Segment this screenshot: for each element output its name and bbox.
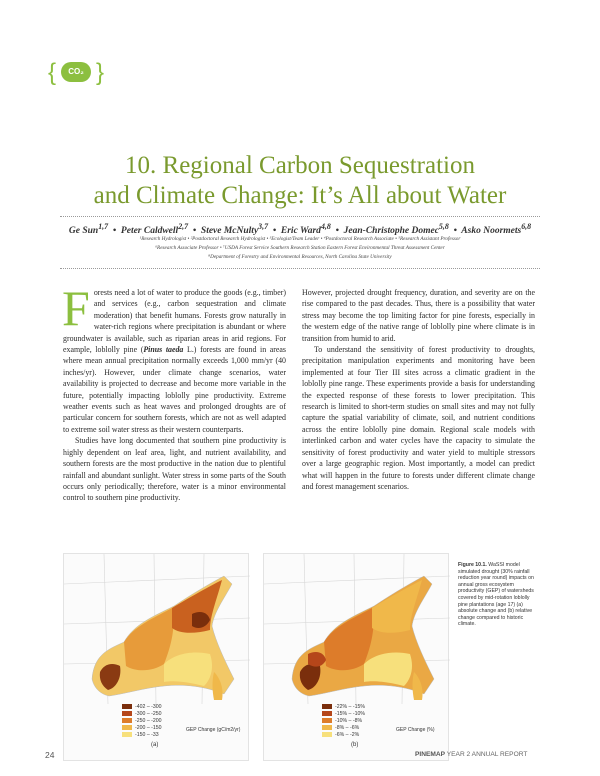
map-legend-b: [322, 704, 365, 739]
legend-entry: -6% – -2%: [322, 732, 365, 739]
figure-caption: Figure 10.1. WaSSI model simulated drought (30% rainfall reduction year round) impacts on annual gross ecosystem productivity (GEP) of watersheds covered by mid-rotation loblolly pine plantations (age 17) (a) absolute change and (b) relative change compared to historic climate.: [458, 562, 534, 628]
body-paragraph: To understand the sensitivity of forest productivity to droughts, precipitation manipulation experiments and monitoring have been implemented at four Tier III sites across a climatic gradient in the loblolly pine range. These experiments provide a basis for understanding the expected response of these forests to lower precipitation. This research is limited to short-term studies on small sites and may not fully capture the spatial variability of climate, soil, and nutrient conditions across the entire loblolly pine domain. Regional scale models with interlinked carbon and water cycles have the capacity to simulate the sensitivity of forest productivity and water yield to multiple stressors over a large geographic region. Most importantly, a model can predict what will happen in the future to forests under different climate change and forest management scenarios.: [302, 345, 535, 491]
panel-label-b: (b): [351, 742, 359, 748]
legend-title-a: GEP Change (gC/m2/yr): [186, 727, 241, 733]
affiliation-line: ¹Research Hydrologist • ²Postdoctoral Research Hydrologist • ³Ecologist/Team Leader • ⁴Postdoctoral Research Associate • ⁵Research Assistant Professor: [139, 236, 461, 242]
co2-badge: [48, 60, 104, 86]
body-column-right: [302, 287, 535, 492]
affiliation-line: ⁶Research Associate Professor • ⁷USDA Forest Service Southern Research Station Eastern Forest Environmental Threat Assessment Center: [155, 245, 445, 251]
report-footer: PINEMAP YEAR 2 ANNUAL REPORT: [415, 751, 528, 758]
legend-entry: -200 – -150: [122, 725, 162, 732]
legend-entry: -10% – -8%: [322, 718, 365, 725]
chapter-title-line-2: and Climate Change: It’s All about Water: [93, 182, 507, 209]
legend-entry: -300 – -250: [122, 711, 162, 718]
drop-cap: F: [62, 280, 90, 336]
author: Ge Sun$^{1,7}$: [68, 222, 109, 237]
author: Jean-Christophe Domec$^{5,8}$: [343, 222, 449, 237]
gep-change-map-a: [63, 553, 249, 761]
body-column-left: [62, 280, 286, 504]
body-paragraph: Forests need a lot of water to produce the goods (e.g., timber) and services (e.g., carbon sequestration and climate moderation) that benefit humans. Forests grow naturally in water-rich regions where precipitation is abundant or where groundwater is available, such as riparian areas in arid regions. For example, loblolly pine (Pinus taeda L.) forests are found in areas where mean annual precipitation normally exceeds 1,000 mm/yr (40 inches/yr). However, under climate change scenarios, water availability is projected to decrease and become more variable in the future, potentially impacting loblolly pine productivity. Extreme weather events such as heat waves and prolonged droughts are of particular concern for southern forests, which are not as well adapted to extreme soil water stress as their western counterparts.: [62, 280, 286, 434]
author: Asko Noormets$^{6,8}$: [461, 222, 532, 237]
legend-entry: -15% – -10%: [322, 711, 365, 718]
legend-entry: -402 – -300: [122, 704, 162, 711]
chapter-title-line-1: 10. Regional Carbon Sequestration: [125, 152, 475, 179]
panel-label-a: (a): [151, 742, 159, 748]
dotted-divider: [60, 268, 540, 269]
page-number: 24: [45, 750, 55, 760]
left-brace-icon: {: [48, 59, 57, 86]
legend-entry: -22% – -15%: [322, 704, 365, 711]
affiliation-line: ⁸Department of Forestry and Environmental Resources, North Carolina State University: [208, 254, 392, 260]
right-brace-icon: }: [95, 59, 104, 86]
author: Peter Caldwell$^{2,7}$: [120, 222, 189, 237]
legend-entry: -250 – -200: [122, 718, 162, 725]
gep-change-map-b: [263, 553, 449, 761]
dotted-divider: [60, 216, 540, 217]
legend-title-b: GEP Change (%): [396, 727, 435, 733]
body-paragraph: However, projected drought frequency, duration, and severity are on the rise compared to the past decades. Thus, there is a possibility that water stress may become the top limiting factor for pine forests, especially in the western edge of the native range of loblolly pine where climate is in transition from humid to arid.: [302, 288, 535, 343]
legend-entry: -150 – -33: [122, 732, 162, 739]
body-paragraph: Studies have long documented that southern pine productivity is highly dependent on leaf area, light, and nutrient availability, and southern forests are the most productive in the nation due to plentiful rainfall and abundant sunlight. Water stress in some parts of the South occurs only periodically; therefore, water is a minor environmental control to southern pine productivity.: [63, 436, 286, 503]
author: Eric Ward$^{4,8}$: [280, 222, 331, 237]
author: Steve McNulty$^{3,7}$: [200, 222, 269, 237]
co2-cloud-icon: CO₂: [61, 62, 91, 82]
legend-entry: -8% – -6%: [322, 725, 365, 732]
author-list: Ge Sun$^{1,7}$ • Peter Caldwell$^{2,7}$ • Steve McNulty$^{3,7}$ • Eric Ward$^{4,8}$ • Jean-Christophe Domec$^{5,8}$ • Asko Noormets$^{6,8}$: [68, 222, 532, 237]
map-legend-a: [122, 704, 162, 739]
